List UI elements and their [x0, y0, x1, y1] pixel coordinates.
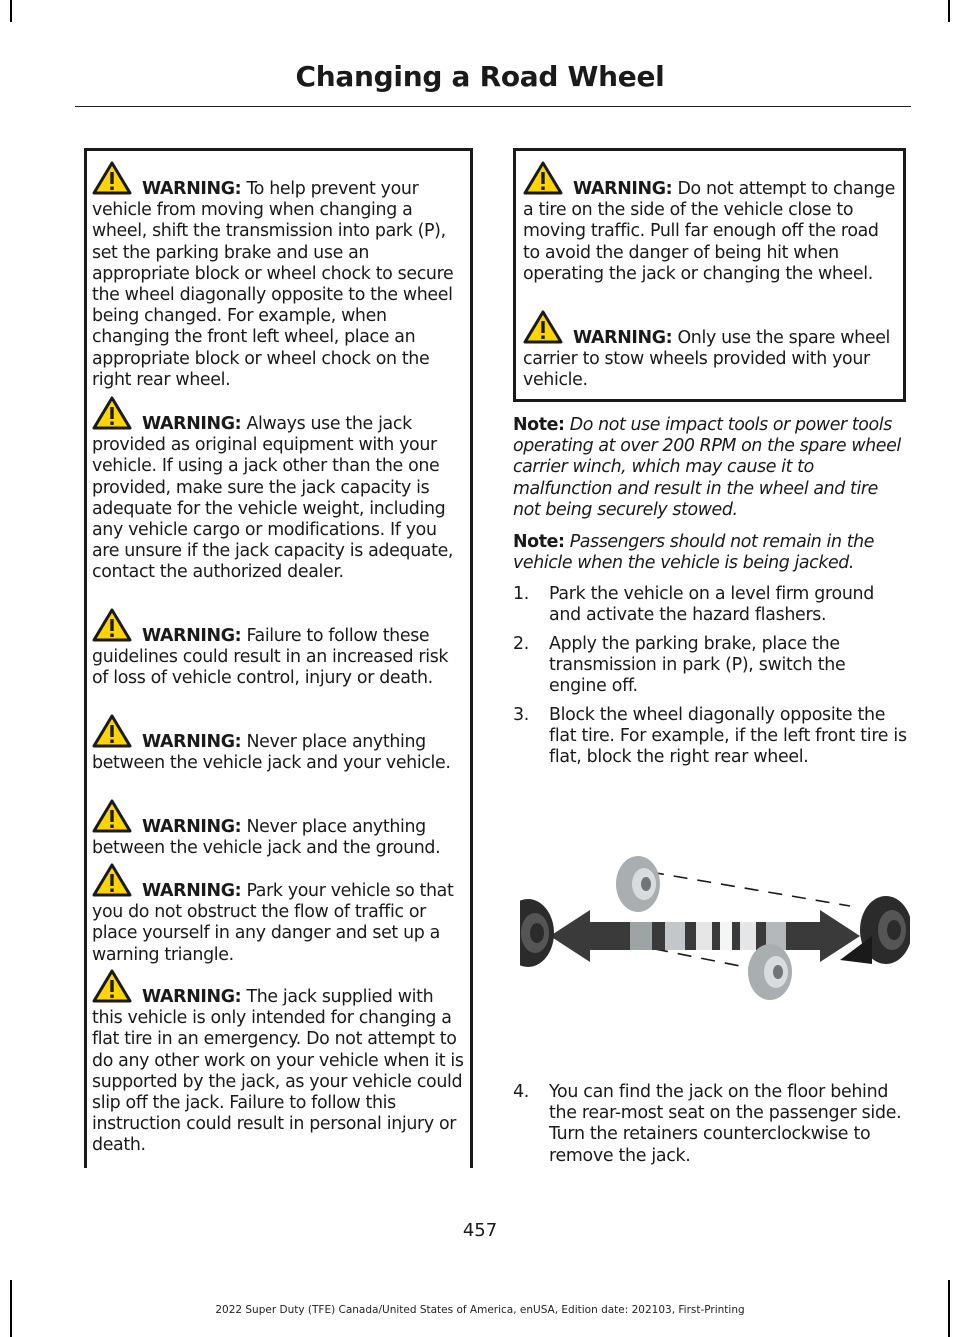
warning-triangle-icon — [92, 396, 132, 430]
warning-text: To help prevent your vehicle from moving when changing a wheel, shift the transmission into park (P), set the parking brake and use an appropriate block or wheel chock to secure the wheel diagonally opposite to the wheel being changed. For example, when changing the front left wheel, place an appropriate block or wheel chock on the right rear wheel. — [92, 179, 454, 390]
crop-mark — [10, 0, 12, 22]
warning-text: The jack supplied with this vehicle is only intended for changing a flat tire in an emergency. Do not attempt to do any other work on your vehicle when it is supported by the jack, as your vehicle could slip off the jack. Failure to follow this instruction could result in personal injury or death. — [92, 987, 464, 1156]
warning-4 — [92, 732, 466, 774]
step-number: 1. — [513, 584, 529, 604]
warning-9 — [523, 328, 899, 392]
warning-text: Always use the jack provided as original equipment with your vehicle. If using a jack other than the one provided, make sure the jack capacity is adequate for the vehicle weight, including any vehicle cargo or modifications. If you are unsure if the jack capacity is adequate, contact the authorized dealer. — [92, 414, 454, 583]
warning-label: WARNING: — [142, 179, 242, 199]
crop-mark — [948, 0, 950, 22]
note-text: Do not use impact tools or power tools operating at over 200 RPM on the spare wheel carrier winch, which may cause it to malfunction and result in the wheel and tire not being securely stowed. — [513, 415, 901, 520]
warning-label: WARNING: — [573, 328, 673, 348]
warning-label: WARNING: — [142, 626, 242, 646]
warning-6 — [92, 881, 466, 966]
step-number: 3. — [513, 705, 529, 725]
step-number: 4. — [513, 1082, 529, 1102]
warning-triangle-icon — [92, 799, 132, 833]
step-text: Apply the parking brake, place the transmission in park (P), switch the engine off. — [549, 634, 846, 697]
warning-text: Only use the spare wheel carrier to stow wheels provided with your vehicle. — [523, 328, 891, 391]
arrow-segment — [720, 922, 732, 950]
arrow-segment — [665, 922, 685, 950]
note-2 — [513, 532, 908, 574]
warning-triangle-icon — [92, 714, 132, 748]
warning-triangle-icon — [523, 310, 563, 344]
warning-3 — [92, 626, 466, 690]
note-label: Note: — [513, 415, 565, 435]
warning-triangle-icon — [92, 608, 132, 642]
warning-triangle-icon — [92, 161, 132, 195]
tire-icon — [520, 899, 554, 967]
warning-triangle-icon — [92, 969, 132, 1003]
step-text: Block the wheel diagonally opposite the flat tire. For example, if the left front tire is flat, block the right rear wheel. — [549, 705, 907, 768]
warning-triangle-icon — [523, 161, 563, 195]
warning-label: WARNING: — [142, 817, 242, 837]
warning-text: Never place anything between the vehicle jack and the ground. — [92, 817, 441, 859]
step-number: 2. — [513, 634, 529, 654]
warning-2 — [92, 414, 466, 584]
dashed-guide-line — [650, 872, 850, 906]
warning-8 — [523, 179, 899, 285]
arrow-segment — [630, 922, 652, 950]
warning-text: Never place anything between the vehicle jack and your vehicle. — [92, 732, 451, 774]
step-text: Park the vehicle on a level firm ground and activate the hazard flashers. — [549, 584, 874, 626]
warning-text: Failure to follow these guidelines could result in an increased risk of loss of vehicle control, injury or death. — [92, 626, 449, 689]
warning-label: WARNING: — [573, 179, 673, 199]
step-1 — [513, 584, 908, 626]
header-divider — [75, 106, 911, 107]
step-3 — [513, 705, 908, 769]
note-label: Note: — [513, 532, 565, 552]
note-1 — [513, 415, 908, 521]
warning-label: WARNING: — [142, 987, 242, 1007]
note-text: Passengers should not remain in the vehicle when the vehicle is being jacked. — [513, 532, 875, 574]
warning-1 — [92, 179, 466, 391]
footer-edition: 2022 Super Duty (TFE) Canada/United States of America, enUSA, Edition date: 202103, First-Printing — [215, 1304, 745, 1316]
warning-label: WARNING: — [142, 414, 242, 434]
warning-text: Park your vehicle so that you do not obstruct the flow of traffic or place yourself in any danger and set up a warning triangle. — [92, 881, 454, 965]
step-text: You can find the jack on the floor behind the rear-most seat on the passenger side. Turn the retainers counterclockwise to remove the jack. — [549, 1082, 902, 1166]
arrow-segment — [740, 922, 756, 950]
step-2 — [513, 634, 908, 698]
warning-5 — [92, 817, 466, 859]
arrow-segment — [696, 922, 712, 950]
warning-text: Do not attempt to change a tire on the side of the vehicle close to moving traffic. Pull far enough off the road to avoid the danger of being hit when operating the jack or changing the wheel. — [523, 179, 895, 284]
wheel-chock-diagram — [520, 850, 910, 1010]
tire-icon — [616, 856, 660, 912]
tire-icon — [748, 944, 792, 1000]
warning-triangle-icon — [92, 863, 132, 897]
warning-label: WARNING: — [142, 732, 242, 752]
warning-label: WARNING: — [142, 881, 242, 901]
page-number: 457 — [462, 1220, 498, 1241]
warning-7 — [92, 987, 466, 1157]
step-4 — [513, 1082, 908, 1167]
page-title: Changing a Road Wheel — [295, 60, 665, 93]
